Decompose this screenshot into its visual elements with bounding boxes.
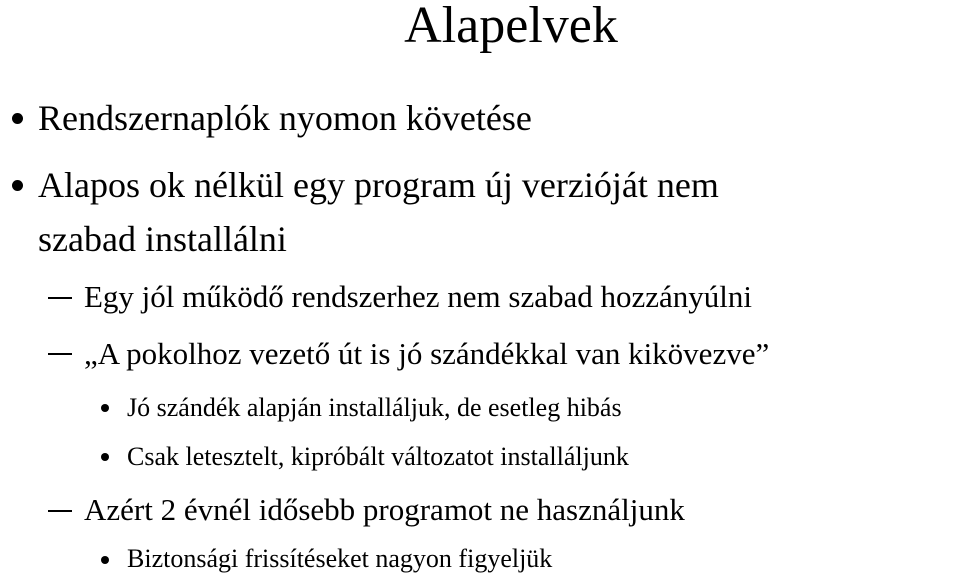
bullet-item-l2: Egy jól működő rendszerhez nem szabad hozzányúlni <box>84 279 752 314</box>
bullet-dot-small <box>101 556 109 564</box>
bullet-item-l3: Jó szándék alapján installáljuk, de esetleg hibás <box>127 393 622 422</box>
bullet-dot <box>12 180 23 191</box>
bullet-dot <box>12 113 23 124</box>
bullet-dot-small <box>101 404 109 412</box>
bullet-item-l1: Rendszernaplók nyomon követése <box>38 98 532 138</box>
bullet-item-l1: Alapos ok nélkül egy program új verzióját nem <box>38 165 719 205</box>
slide-title: Alapelvek <box>404 0 618 54</box>
bullet-item-l3: Biztonsági frissítéseket nagyon figyeljük <box>127 544 553 573</box>
bullet-item-l3: Csak letesztelt, kipróbált változatot installáljunk <box>127 442 629 471</box>
bullet-dot-small <box>101 453 109 461</box>
dash-marker <box>48 510 72 512</box>
bullet-item-l2: „A pokolhoz vezető út is jó szándékkal van kikövezve” <box>84 336 770 371</box>
dash-marker <box>48 297 72 299</box>
bullet-item-l1-continuation: szabad installálni <box>38 219 287 259</box>
dash-marker <box>48 353 72 355</box>
bullet-item-l2: Azért 2 évnél idősebb programot ne használjunk <box>84 492 685 527</box>
